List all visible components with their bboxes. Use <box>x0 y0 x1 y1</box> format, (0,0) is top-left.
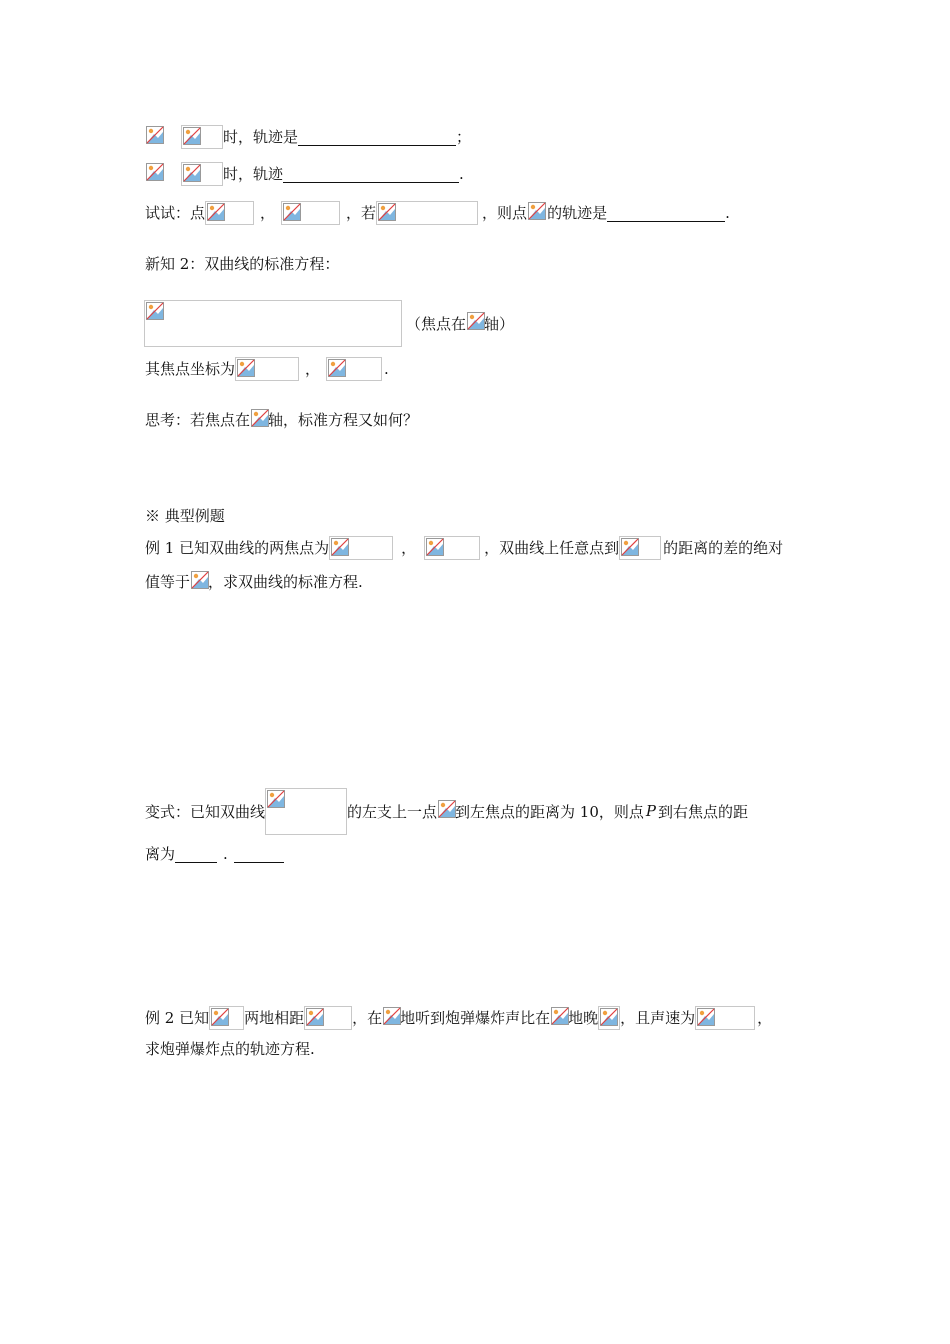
formula-image <box>437 799 455 823</box>
examples-heading <box>145 503 225 529</box>
example-1-line-1 <box>145 535 783 561</box>
formula-image <box>550 1006 568 1030</box>
broken-image-icon <box>438 800 456 818</box>
broken-image-icon <box>306 1008 324 1026</box>
formula-image <box>265 788 347 835</box>
think-text: 思考：若焦点在 <box>145 411 251 429</box>
answer-blank[interactable] <box>234 846 284 863</box>
formula-image <box>527 201 547 225</box>
equation-note: （焦点在 <box>406 314 467 333</box>
punctuation: ； <box>456 128 472 146</box>
try-it-text: ，若 <box>346 204 377 222</box>
formula-image <box>281 201 340 225</box>
point-label: P <box>645 802 656 820</box>
broken-image-icon <box>426 538 444 556</box>
punctuation: . <box>725 204 730 222</box>
condition-text: 时，轨迹是 <box>223 128 299 146</box>
foci-label: 其焦点坐标为 <box>145 360 236 378</box>
example-1-text: 的距离的差的绝对 <box>663 539 784 557</box>
example-1-text: ，求双曲线的标准方程. <box>208 573 363 591</box>
broken-image-icon <box>283 203 301 221</box>
condition-line-2 <box>145 161 464 187</box>
punctuation: ， <box>305 360 321 378</box>
broken-image-icon <box>191 571 209 589</box>
broken-image-icon <box>697 1008 715 1026</box>
variant-line-2 <box>145 841 284 867</box>
example-2-text: 例 2 已知 <box>145 1009 210 1027</box>
formula-image <box>424 536 480 560</box>
broken-image-icon <box>207 203 225 221</box>
broken-image-icon <box>383 1007 401 1025</box>
punctuation: . <box>223 845 228 863</box>
example-2-text: ，且声速为 <box>620 1009 696 1027</box>
standard-equation-row <box>144 299 514 347</box>
answer-blank[interactable] <box>283 166 459 183</box>
formula-image <box>205 201 254 225</box>
variant-text: 离为 <box>145 845 176 863</box>
broken-image-icon <box>528 202 546 220</box>
formula-image <box>619 536 661 560</box>
broken-image-icon <box>331 538 349 556</box>
broken-image-icon <box>551 1007 569 1025</box>
think-line <box>145 407 418 433</box>
variant-text: 的左支上一点 <box>347 802 438 821</box>
condition-line-1 <box>145 124 471 150</box>
formula-image <box>181 125 223 149</box>
broken-image-icon <box>600 1008 618 1026</box>
formula-image <box>329 536 393 560</box>
punctuation: . <box>459 165 464 183</box>
formula-image <box>250 408 268 432</box>
formula-image <box>466 311 484 335</box>
condition-text: 时，轨迹 <box>223 165 284 183</box>
broken-image-icon <box>146 163 164 181</box>
equation-note: 轴） <box>484 314 515 333</box>
example-2-text: 求炮弹爆炸点的轨迹方程. <box>145 1040 315 1058</box>
formula-image <box>376 201 478 225</box>
broken-image-icon <box>146 302 164 320</box>
answer-blank[interactable] <box>298 129 456 146</box>
examples-heading-text: ※ 典型例题 <box>145 507 225 525</box>
broken-image-icon <box>183 164 201 182</box>
variant-line-1 <box>145 787 748 835</box>
example-2-text: 地听到炮弹爆炸声比在 <box>400 1009 551 1027</box>
broken-image-icon <box>621 538 639 556</box>
broken-image-icon <box>467 312 485 330</box>
example-1-text: 值等于 <box>145 573 191 591</box>
example-2-text: 两地相距 <box>244 1009 305 1027</box>
try-it-text: 的轨迹是 <box>547 204 608 222</box>
punctuation: ， <box>757 1009 773 1027</box>
formula-image <box>145 162 167 186</box>
example-1-line-2 <box>145 569 363 595</box>
formula-image <box>326 357 382 381</box>
variant-text: 到右焦点的距 <box>657 802 748 821</box>
broken-image-icon <box>183 127 201 145</box>
broken-image-icon <box>267 790 285 808</box>
broken-image-icon <box>378 203 396 221</box>
formula-image <box>190 570 208 594</box>
formula-image <box>304 1006 352 1030</box>
punctuation: ， <box>260 204 276 222</box>
broken-image-icon <box>237 359 255 377</box>
answer-blank[interactable] <box>175 846 217 863</box>
punctuation: . <box>384 360 389 378</box>
section-title <box>145 251 339 277</box>
try-it-line <box>145 200 730 226</box>
broken-image-icon <box>211 1008 229 1026</box>
formula-image <box>209 1006 244 1030</box>
example-2-text: 地晚 <box>568 1009 599 1027</box>
broken-image-icon <box>328 359 346 377</box>
formula-image <box>382 1006 400 1030</box>
example-1-text: ，双曲线上任意点到 <box>484 539 620 557</box>
try-it-text: ，则点 <box>482 204 528 222</box>
variant-text: 到左焦点的距离为 10，则点 <box>455 802 644 821</box>
formula-image <box>181 162 223 186</box>
punctuation: ， <box>401 539 417 557</box>
formula-image <box>695 1006 755 1030</box>
foci-line <box>145 356 389 382</box>
example-2-line-2 <box>145 1036 315 1062</box>
formula-image <box>145 125 167 149</box>
variant-text: 变式：已知双曲线 <box>145 802 266 821</box>
broken-image-icon <box>251 409 269 427</box>
formula-image <box>598 1006 620 1030</box>
broken-image-icon <box>146 126 164 144</box>
formula-image <box>235 357 299 381</box>
example-2-text: ，在 <box>352 1009 383 1027</box>
try-it-label: 试试：点 <box>145 204 206 222</box>
new-knowledge-2-title: 新知 2：双曲线的标准方程： <box>145 255 340 273</box>
answer-blank[interactable] <box>607 205 725 222</box>
example-1-text: 例 1 已知双曲线的两焦点为 <box>145 539 330 557</box>
standard-equation-image <box>144 300 402 347</box>
example-2-line-1 <box>145 1005 772 1031</box>
think-text: 轴，标准方程又如何？ <box>268 411 419 429</box>
